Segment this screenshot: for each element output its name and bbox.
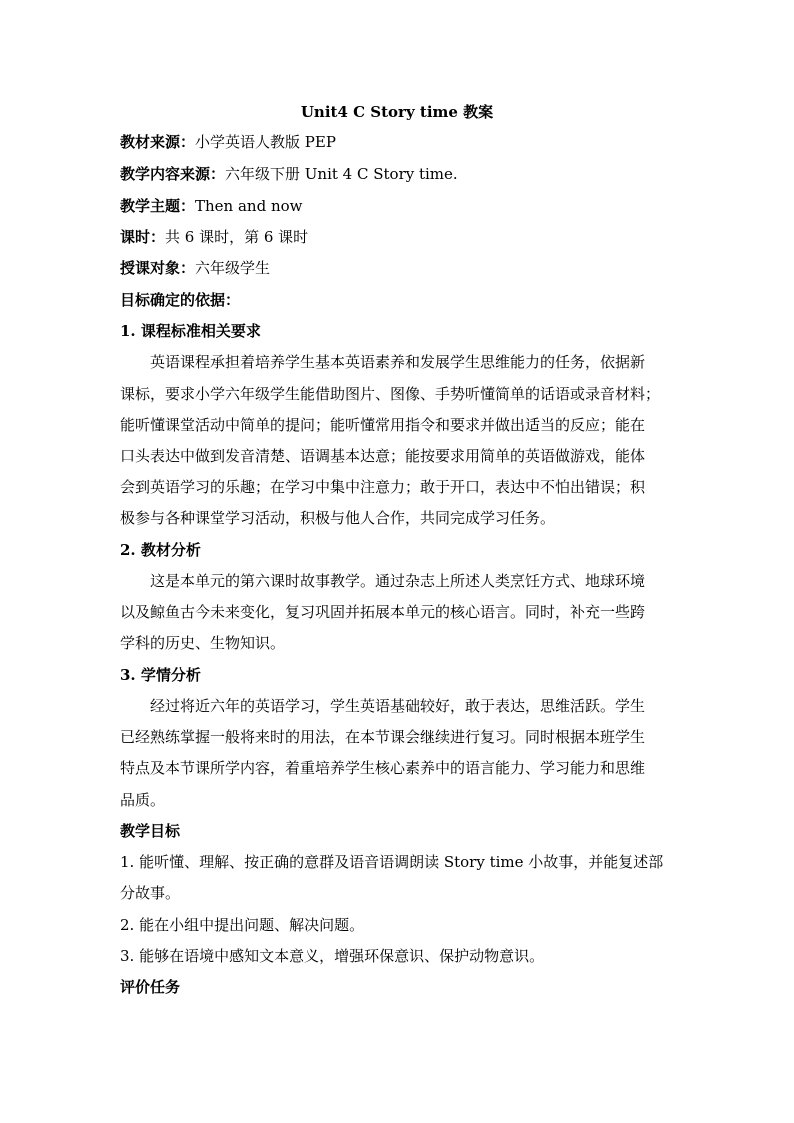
section2-line: 这是本单元的第六课时故事教学。通过杂志上所述人类烹饪方式、地球环境 [150, 572, 646, 590]
meta-hours [120, 226, 308, 248]
document-title: Unit4 C Story time 教案 [300, 103, 494, 121]
meta-content [120, 163, 458, 185]
section1-heading: 1. 课程标准相关要求 [120, 322, 261, 340]
section1-line: 口头表达中做到发音清楚、语调基本达意；能按要求用简单的英语做游戏，能体 [120, 447, 646, 465]
meta-theme-label: 教学主题： [120, 197, 196, 215]
section1-line: 课标，要求小学六年级学生能借助图片、图像、手势听懂简单的话语或录音材料； [120, 385, 661, 403]
meta-hours-value: 共 6 课时，第 6 课时 [165, 228, 309, 246]
section3-line: 特点及本节课所学内容，着重培养学生核心素养中的语言能力、学习能力和思维 [120, 759, 646, 777]
meta-content-value: 六年级下册 Unit 4 C Story time. [225, 165, 458, 183]
meta-hours-label: 课时： [120, 228, 166, 246]
meta-audience-value: 六年级学生 [195, 259, 271, 277]
section1-line: 极参与各种课堂学习活动，积极与他人合作，共同完成学习任务。 [120, 509, 556, 527]
section3-heading: 3. 学情分析 [120, 666, 201, 684]
section3-line: 经过将近六年的英语学习，学生英语基础较好，敢于表达，思维活跃。学生 [150, 697, 646, 715]
section2-line: 学科的历史、生物知识。 [120, 634, 286, 652]
section1-line: 英语课程承担着培养学生基本英语素养和发展学生思维能力的任务，依据新 [150, 353, 646, 371]
objective-line: 3. 能够在语境中感知文本意义，增强环保意识、保护动物意识。 [120, 947, 545, 965]
meta-theme-value: Then and now [195, 197, 303, 215]
meta-source-label: 教材来源： [120, 133, 196, 151]
meta-content-label: 教学内容来源： [120, 165, 226, 183]
section1-line: 能听懂课堂活动中简单的提问；能听懂常用指令和要求并做出适当的反应；能在 [120, 416, 646, 434]
section3-line: 已经熟练掌握一般将来时的用法，在本节课会继续进行复习。同时根据本班学生 [120, 728, 646, 746]
basis-heading: 目标确定的依据： [120, 291, 241, 309]
objective-line: 2. 能在小组中提出问题、解决问题。 [120, 916, 365, 934]
meta-audience [120, 257, 270, 279]
objectives-heading: 教学目标 [120, 822, 181, 840]
meta-source [120, 131, 336, 153]
meta-theme [120, 195, 303, 217]
objective-line: 1. 能听懂、理解、按正确的意群及语音语调朗读 Story time 小故事，并能复述部 [120, 853, 664, 871]
section1-line: 会到英语学习的乐趣；在学习中集中注意力；敢于开口，表达中不怕出错误；积 [120, 478, 646, 496]
section2-heading: 2. 教材分析 [120, 541, 201, 559]
evaluation-heading: 评价任务 [120, 978, 181, 996]
objective-line: 分故事。 [120, 884, 181, 902]
meta-audience-label: 授课对象： [120, 259, 196, 277]
section2-line: 以及鲸鱼古今未来变化，复习巩固并拓展本单元的核心语言。同时，补充一些跨 [120, 603, 646, 621]
meta-source-value: 小学英语人教版 PEP [195, 133, 336, 151]
section3-line: 品质。 [120, 791, 166, 809]
